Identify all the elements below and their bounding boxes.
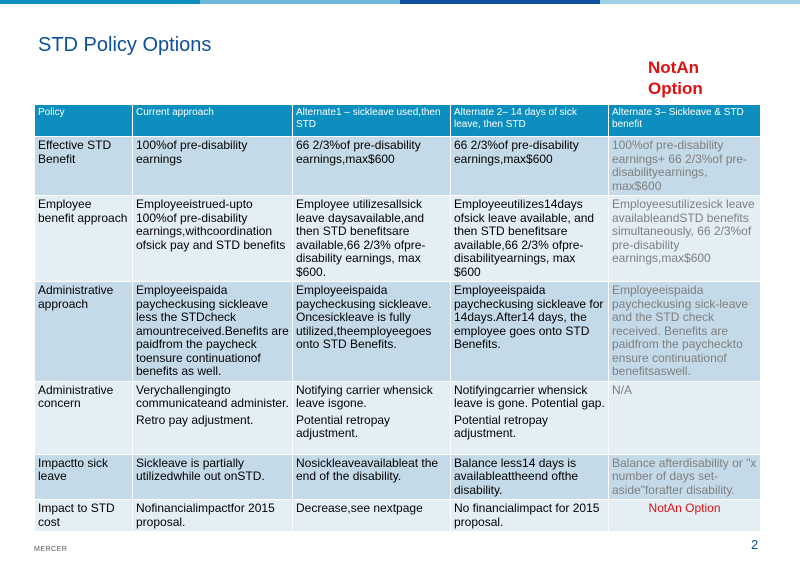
table-cell: Employee utilizesallsick leave daysavailable,and then STD benefitsare available,66 2/3% ofpre-disability earnings, max $600. [293,196,451,282]
table-cell: No financialimpact for 2015 proposal. [451,500,609,532]
table-cell: Employeesutilizesick leave availableandSTD benefits simultaneously, 66 2/3%of pre-disability earnings,max$600 [609,196,761,282]
table-cell: Balance afterdisability or "x number of days set-aside"forafter disability. [609,454,761,500]
table-cell: Employeeispaida paycheckusing sickleave for 14days.After14 days, the employee goes onto STD Benefits. [451,282,609,382]
header-policy: Policy [35,105,133,137]
table-row [35,282,761,382]
table-row [35,454,761,500]
top-accent-line [0,0,800,5]
table-cell: Nofinancialimpactfor 2015 proposal. [133,500,293,532]
row-label: Administrative approach [35,282,133,382]
table-cell: Balance less14 days is availableattheend ofthe disability. [451,454,609,500]
table-cell: Decrease,see nextpage [293,500,451,532]
header-alternate-3: Alternate 3– Sickleave & STD benefit [609,105,761,137]
table-cell: Verychallengingto communicateand administer. Retro pay adjustment. [133,381,293,454]
table-cell: 66 2/3%of pre-disability earnings,max$600 [451,137,609,196]
row-label: Impact to STD cost [35,500,133,532]
table-cell: Notifyingcarrier whensick leave is gone. Potential gap. Potential retropay adjustment. [451,381,609,454]
table-cell: N/A [609,381,761,454]
table-cell: Nosickleaveavailableat the end of the disability. [293,454,451,500]
header-current-approach: Current approach [133,105,293,137]
table-cell: Employeeispaida paycheckusing sick-leave and the STD check received. Benefits are paidfrom the paycheckto ensure continuationof benefitsaswell. [609,282,761,382]
header-alternate-1: Alternate1 – sickleave used,then STD [293,105,451,137]
table-cell: Notifying carrier whensick leave isgone. Potential retropay adjustment. [293,381,451,454]
table-cell: 100%of pre-disability earnings [133,137,293,196]
table-cell: Employeeispaida paycheckusing sickleave. Oncesickleave is fully utilized,theemployeegoes onto STD Benefits. [293,282,451,382]
table-cell: Employeeistrued-upto 100%of pre-disability earnings,withcoordination ofsick pay and STD benefits [133,196,293,282]
table-cell: Employeeispaida paycheckusing sickleave less the STDcheck amountreceived.Benefits are paidfrom the paycheck toensure continuationof benefits as well. [133,282,293,382]
table-cell: Employeeutilizes14days ofsick leave available, and then STD benefitsare available,66 2/3% ofpre-disabilityearnings, max $600 [451,196,609,282]
table-row [35,381,761,454]
page-title: STD Policy Options [38,34,212,56]
table-cell-not-an-option: NotAn Option [609,500,761,532]
row-label: Effective STD Benefit [35,137,133,196]
table-cell: 66 2/3%of pre-disability earnings,max$600 [293,137,451,196]
row-label: Impactto sick leave [35,454,133,500]
header-alternate-2: Alternate 2– 14 days of sick leave, then STD [451,105,609,137]
note-line-2: Option [648,79,703,98]
row-label: Administrative concern [35,381,133,454]
table-header-row [35,105,761,137]
page-number: 2 [751,537,759,552]
table-cell: 100%of pre-disability earnings+ 66 2/3%of pre-disabilityearnings, max$600 [609,137,761,196]
table-row [35,196,761,282]
mercer-brand: MERCER [34,546,68,553]
note-line-1: NotAn [648,58,699,77]
policy-options-table [34,104,761,532]
row-label: Employee benefit approach [35,196,133,282]
not-an-option-note [648,57,703,99]
table-row [35,500,761,532]
table-row [35,137,761,196]
table-cell: Sickleave is partially utilizedwhile out onSTD. [133,454,293,500]
